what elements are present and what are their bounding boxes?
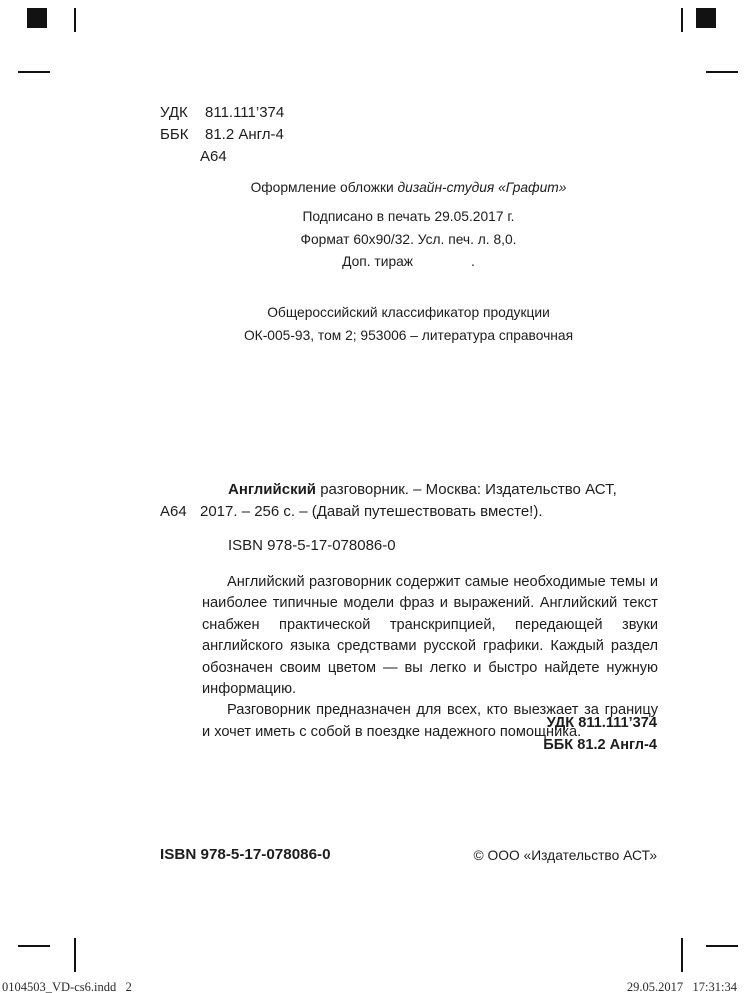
slug-right: 29.05.2017 17:31:34 <box>626 980 737 993</box>
catalog-sign: А64 <box>160 503 187 520</box>
bbk-value: 81.2 Англ-4 <box>205 126 284 143</box>
crop-mark-top-right-vertical <box>681 8 683 32</box>
bbk-label: ББК <box>160 126 189 143</box>
annotation-paragraph-2: Разговорник предназначен для всех, кто выезжает за границу и хочет иметь с собой в поездке надежного помощника. <box>202 702 658 740</box>
crop-mark-top-right-square <box>696 8 716 28</box>
crop-mark-bottom-right-horizontal <box>706 945 738 947</box>
codes-right-block <box>160 712 657 756</box>
annotation-paragraph-1: Английский разговорник содержит самые необходимые темы и наиболее типичные модели фраз и выражений. Английский текст снабжен практической транскрипцией, передающей звуки английского языка средствами русской графики. Каждый раздел обозначен своим цветом — вы легко и быстро найдете нужную информацию. <box>202 574 658 698</box>
udk-value: 811.111’374 <box>205 104 285 121</box>
classifier-title: Общероссийский классификатор продукции <box>267 305 550 320</box>
classification-codes <box>160 102 284 168</box>
crop-mark-bottom-left-horizontal <box>18 945 50 947</box>
extra-run-line <box>160 253 657 271</box>
udk-label: УДК <box>160 104 188 121</box>
crop-mark-top-left-vertical <box>74 8 76 32</box>
bbk-right: ББК 81.2 Англ-4 <box>543 737 657 753</box>
slug-left: 0104503_VD-cs6.indd 2 <box>2 980 132 993</box>
catalog-title-rest: разговорник. – Москва: Издательство АСТ, <box>316 481 617 498</box>
udk-line <box>160 102 284 124</box>
classifier-code: ОК-005-93, том 2; 953006 – литература справочная <box>243 328 574 343</box>
crop-mark-top-left-horizontal <box>18 71 50 73</box>
footer-isbn: ISBN 978-5-17-078086-0 <box>160 846 331 863</box>
crop-mark-top-right-horizontal <box>706 71 738 73</box>
format-line: Формат 60х90/32. Усл. печ. л. 8,0. <box>300 232 517 247</box>
catalog-entry-line1 <box>228 480 617 500</box>
catalog-entry-line2: 2017. – 256 с. – (Давай путешествовать вместе!). <box>200 503 543 520</box>
crop-mark-bottom-left-vertical <box>74 938 76 972</box>
catalog-title-bold: Английский <box>228 481 317 498</box>
cover-design-line <box>160 179 657 197</box>
author-sign: А64 <box>200 148 227 165</box>
bbk-line <box>160 124 284 146</box>
print-date-line: Подписано в печать 29.05.2017 г. <box>302 209 515 224</box>
footer-copyright: © ООО «Издательство АСТ» <box>473 848 657 863</box>
cover-design-studio: дизайн-студия «Графит» <box>397 180 567 195</box>
cover-design-prefix: Оформление обложки <box>250 180 398 195</box>
crop-mark-top-left-square <box>27 8 47 28</box>
extra-run-dot: . <box>471 254 475 269</box>
isbn-line: ISBN 978-5-17-078086-0 <box>228 537 396 554</box>
extra-run-label: Доп. тираж <box>342 254 414 269</box>
udk-right: УДК 811.111’374 <box>546 715 657 731</box>
crop-mark-bottom-right-vertical <box>681 938 683 972</box>
